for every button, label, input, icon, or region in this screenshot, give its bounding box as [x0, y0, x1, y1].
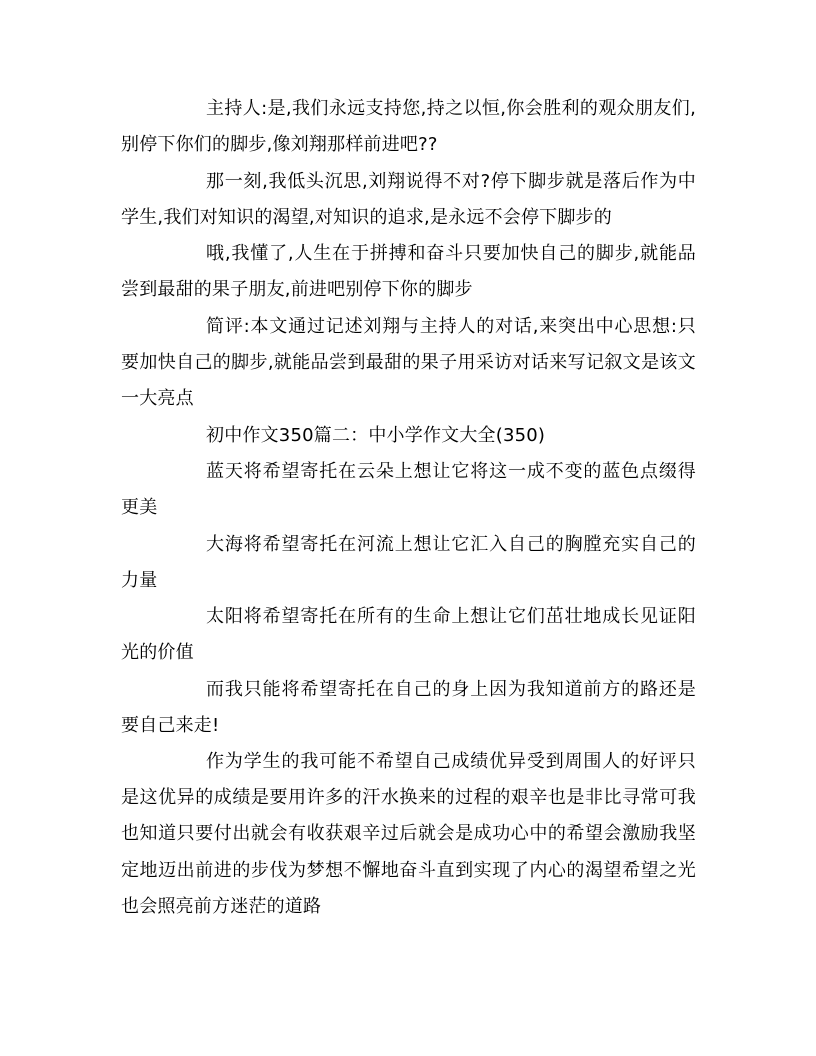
- section-heading: 初中作文350篇二：中小学作文大全(350): [206, 425, 546, 446]
- paragraph-student: 作为学生的我可能不希望自己成绩优异受到周围人的好评只是这优异的成绩是要用许多的汗水换来的过程的艰辛也是非比寻常可我也知道只要付出就会有收获艰辛过后就会是成功心中的希望会激励我坚定地迈出前进的步伐为梦想不懈地奋斗直到实现了内心的渴望希望之光也会照亮前方迷茫的道路: [121, 751, 696, 917]
- paragraph-sky: 蓝天将希望寄托在云朵上想让它将这一成不变的蓝色点缀得更美: [121, 461, 696, 519]
- paragraph-reflection: 那一刻,我低头沉思,刘翔说得不对?停下脚步就是落后作为中学生,我们对知识的渴望,对知识的追求,是永远不会停下脚步的: [121, 171, 696, 229]
- paragraph-understanding: 哦,我懂了,人生在于拼搏和奋斗只要加快自己的脚步,就能品尝到最甜的果子朋友,前进吧别停下你的脚步: [121, 243, 696, 301]
- paragraph-sun: 太阳将希望寄托在所有的生命上想让它们茁壮地成长见证阳光的价值: [121, 606, 696, 664]
- paragraph-self: 而我只能将希望寄托在自己的身上因为我知道前方的路还是要自己来走!: [121, 679, 696, 737]
- paragraph-sea: 大海将希望寄托在河流上想让它汇入自己的胸膛充实自己的力量: [121, 534, 696, 592]
- paragraph-host-dialogue: 主持人:是,我们永远支持您,持之以恒,你会胜利的观众朋友们,别停下你们的脚步,像刘翔那样前进吧??: [121, 98, 696, 156]
- paragraph-comment: 简评:本文通过记述刘翔与主持人的对话,来突出中心思想:只要加快自己的脚步,就能品尝到最甜的果子用采访对话来写记叙文是该文一大亮点: [121, 316, 696, 410]
